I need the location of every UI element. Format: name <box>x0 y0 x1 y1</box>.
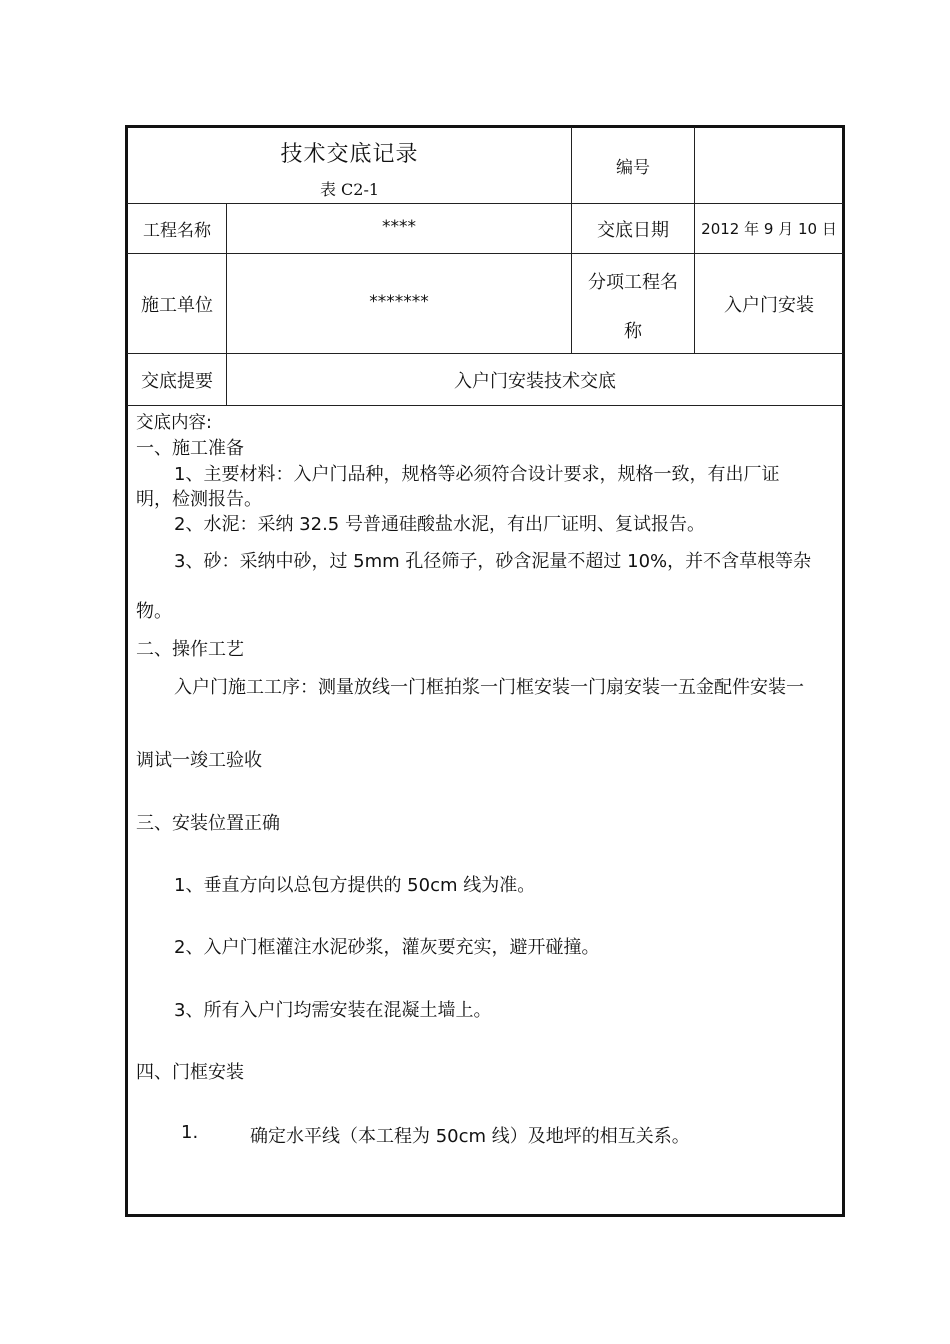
form-title: 技术交底记录 <box>280 141 419 167</box>
prep-item-3-line2: 物。 <box>136 601 172 622</box>
form-number: 表 C2-1 <box>319 179 380 199</box>
row-divider <box>127 405 843 406</box>
date-value: 2012 年 9 月 10 日 <box>701 220 837 238</box>
summary-label: 交底提要 <box>141 370 213 392</box>
frame-item-1-number: 1. <box>181 1122 199 1143</box>
subitem-label-line2: 称 <box>624 321 642 342</box>
prep-item-2: 2、水泥：采纳 32.5 号普通硅酸盐水泥，有出厂证明、复试报告。 <box>174 514 705 535</box>
position-item-3: 3、所有入户门均需安装在混凝土墙上。 <box>174 1000 492 1021</box>
position-item-1: 1、垂直方向以总包方提供的 50cm 线为准。 <box>174 875 536 896</box>
position-item-2: 2、入户门框灌注水泥砂浆，灌灰要充实，避开碰撞。 <box>174 937 600 958</box>
section-title-frame: 四、门框安装 <box>136 1062 244 1083</box>
number-label: 编号 <box>616 158 650 178</box>
project-name-value: **** <box>382 216 416 237</box>
section-title-position: 三、安装位置正确 <box>136 813 280 834</box>
contractor-label: 施工单位 <box>141 294 213 316</box>
subitem-value: 入户门安装 <box>724 294 814 316</box>
process-line1: 入户门施工工序：测量放线一门框拍浆一门框安装一门扇安装一五金配件安装一 <box>174 677 804 698</box>
prep-item-1-line1: 1、主要材料：入户门品种，规格等必须符合设计要求，规格一致，有出厂证 <box>174 464 780 485</box>
prep-item-3-line1: 3、砂：采纳中砂，过 5mm 孔径筛子，砂含泥量不超过 10%，并不含草根等杂 <box>174 551 812 572</box>
process-line2: 调试一竣工验收 <box>136 750 262 771</box>
number-value <box>695 128 843 203</box>
prep-item-1-line2: 明，检测报告。 <box>136 489 262 510</box>
project-name-label: 工程名称 <box>143 221 211 241</box>
date-label: 交底日期 <box>597 219 669 241</box>
subitem-label-line1: 分项工程名 <box>588 272 678 293</box>
section-title-prep: 一、施工准备 <box>136 438 244 459</box>
section-title-process: 二、操作工艺 <box>136 639 244 660</box>
contractor-value: ******* <box>369 292 429 312</box>
frame-item-1-text: 确定水平线（本工程为 50cm 线）及地坪的相互关系。 <box>250 1126 690 1147</box>
content-intro: 交底内容: <box>136 413 212 433</box>
summary-value: 入户门安装技术交底 <box>454 370 616 392</box>
